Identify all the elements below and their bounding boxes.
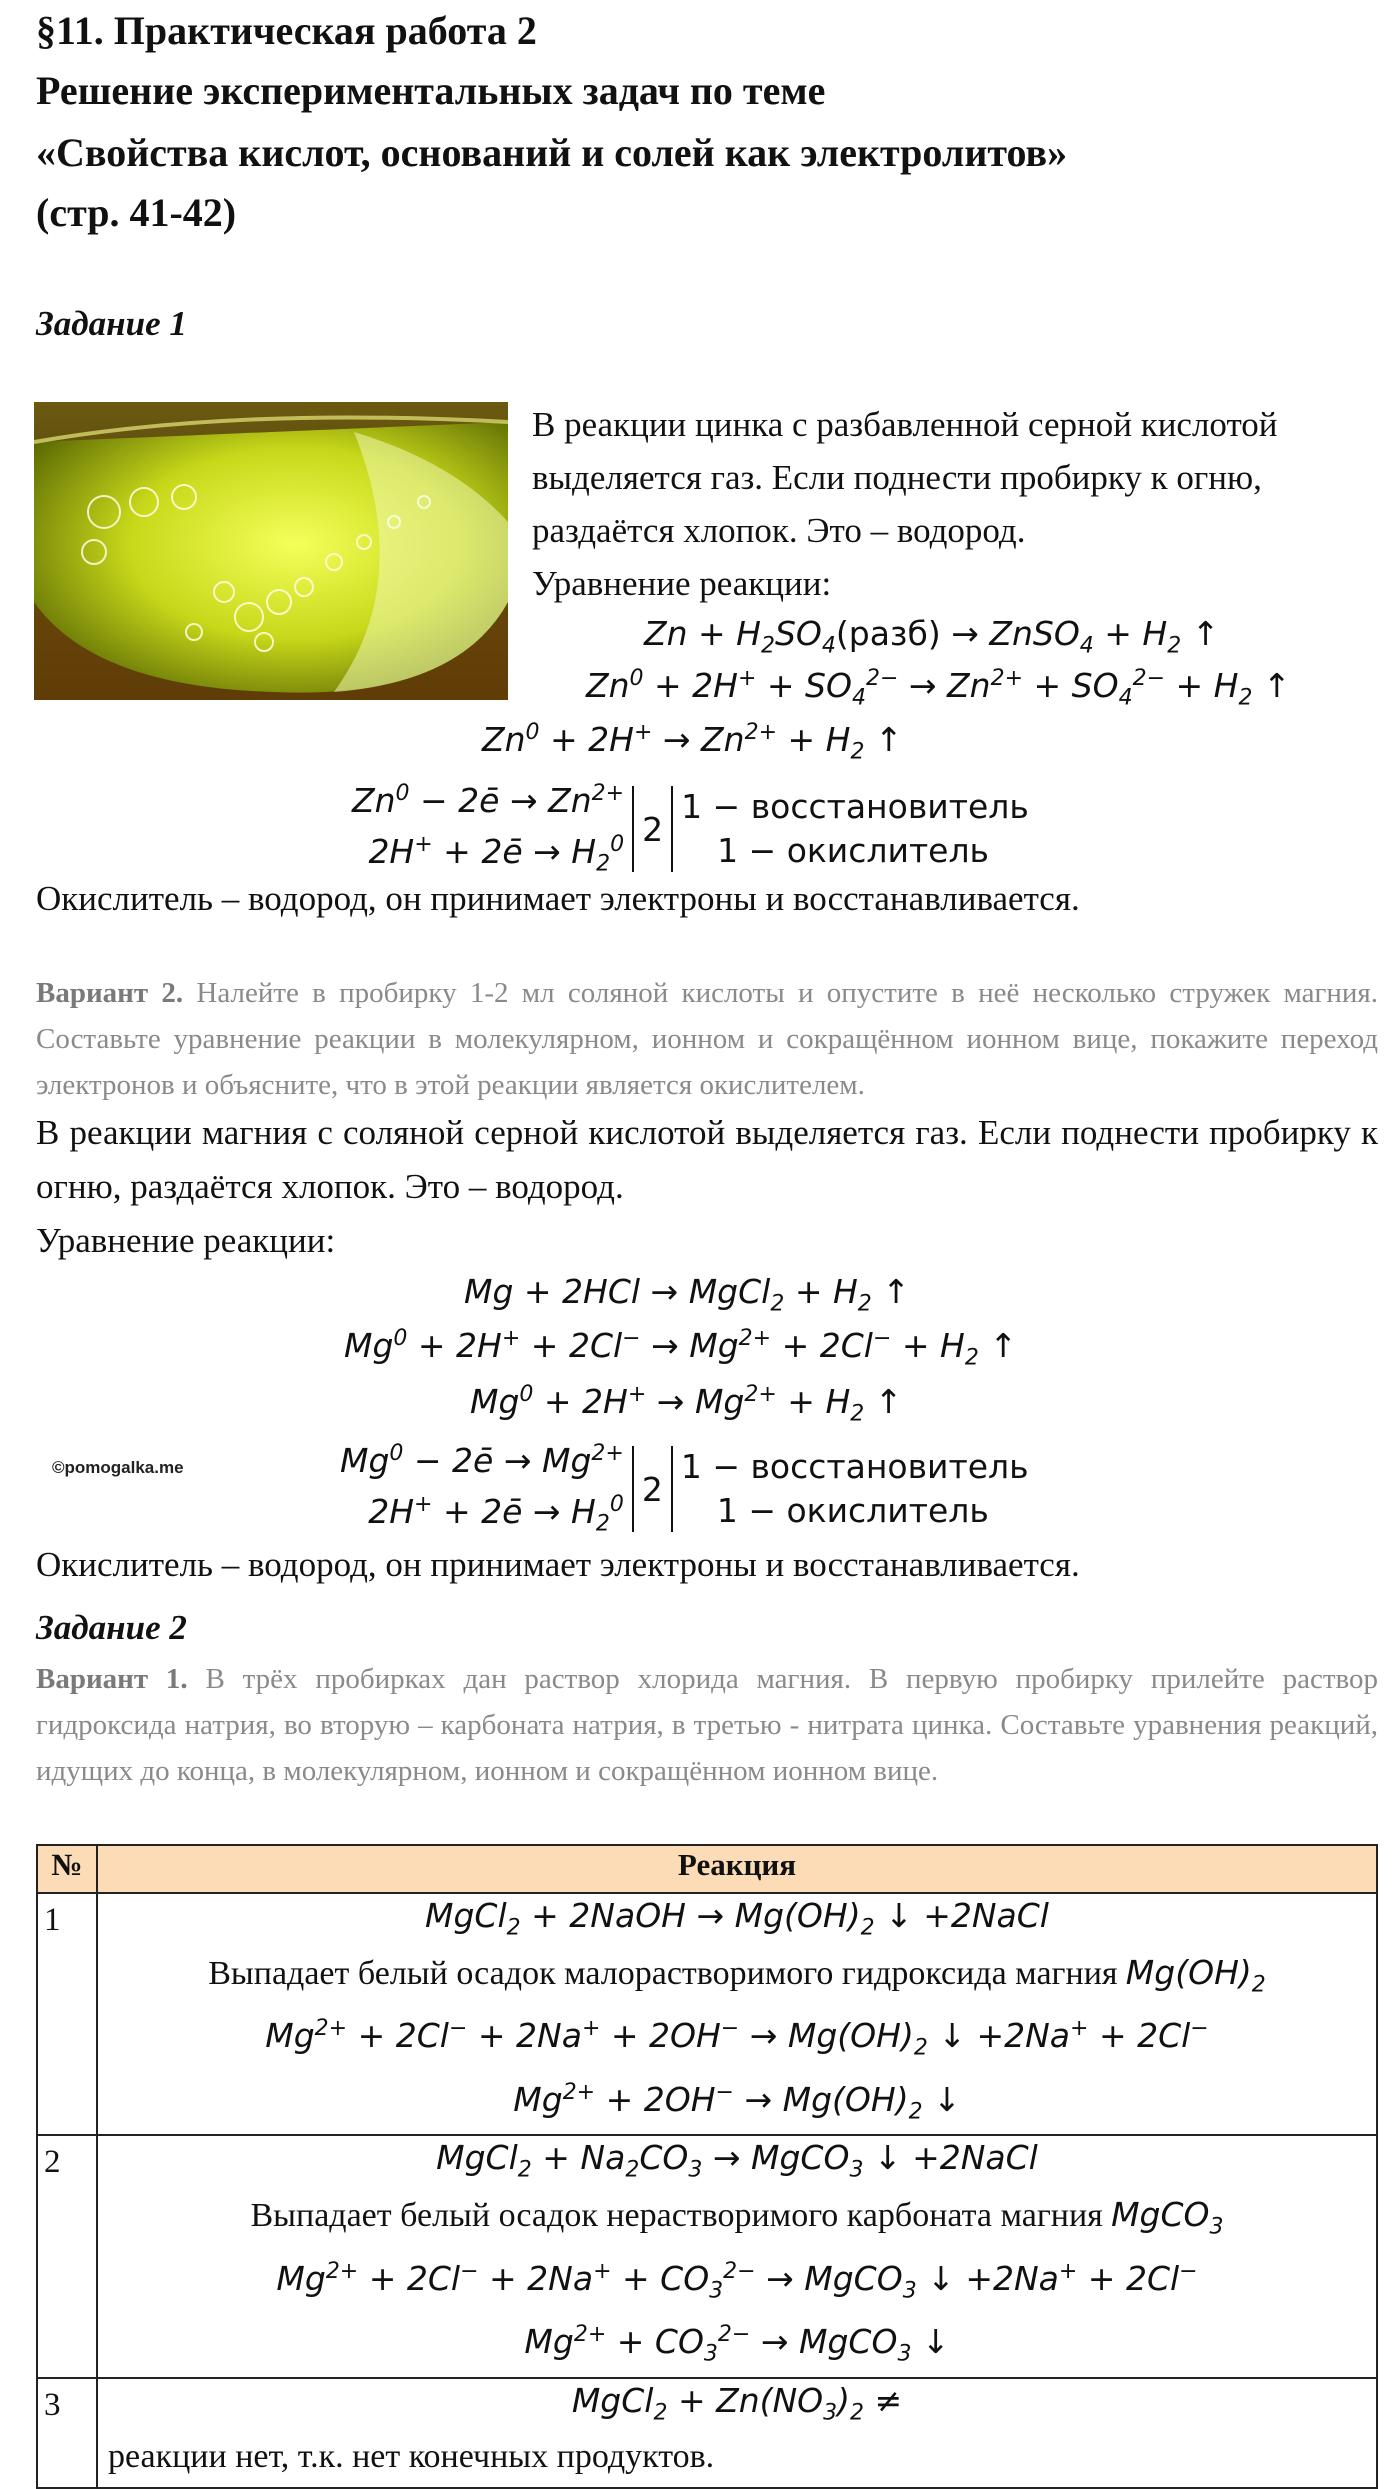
variant2-reducer-label: 1 − восстановитель — [680, 1447, 1029, 1487]
page-title-subject: «Свойства кислот, оснований и солей как электролитов» — [36, 130, 1068, 175]
table-header-row — [37, 1845, 1377, 1893]
task1-text-3: раздаётся хлопок. Это – водород. — [532, 511, 1026, 550]
reactions-table — [36, 1844, 1378, 2489]
task1-molecular-equation: $Zn + H_2SO_4(разб)$ → ZnSO$_4$ + $H_2$ ↑ — [644, 614, 1220, 659]
table-row — [37, 1893, 1377, 2135]
row-3-text: реакции нет, т.к. нет конечных продуктов. — [108, 2438, 715, 2476]
variant2-prompt — [36, 970, 1378, 1108]
task2-label: Вариант 1. — [36, 1663, 188, 1695]
task2-heading: Задание 2 — [36, 1608, 187, 1647]
task1-reducer-label: 1 − восстановитель — [681, 787, 1029, 827]
variant2-molecular-equation: Mg + 2HCl → MgCl$_2$ + $H_2$ ↑ — [464, 1272, 910, 1317]
watermark: ©pomogalka.me — [52, 1458, 184, 1477]
task1-oxidizer-label: 1 − окислитель — [717, 831, 990, 871]
page-title-topic: Решение экспериментальных задач по теме — [36, 68, 826, 113]
variant2-short-ionic-equation: $Mg^0 + 2H^+ \to Mg^{2+} + H_2$ ↑ — [470, 1382, 903, 1427]
table-row — [37, 2135, 1377, 2377]
reaction-photo — [34, 402, 508, 700]
column-header-reaction: Реакция — [97, 1845, 1377, 1893]
column-header-number: № — [37, 1845, 97, 1893]
variant2-oxidizer-label: 1 − окислитель — [716, 1491, 989, 1531]
variant2-conclusion: Окислитель – водород, он принимает электроны и восстанавливается. — [36, 1545, 1080, 1584]
row-2-text: Выпадает белый осадок нерастворимого карбоната магния — [250, 2196, 1103, 2234]
task1-text-2: выделяется газ. Если поднести пробирку к огню, — [532, 458, 1262, 497]
table-row — [37, 2378, 1377, 2488]
task1-heading: Задание 1 — [36, 304, 187, 343]
variant2-answer: В реакции магния с соляной серной кислотой выделяется газ. Если поднести пробирку к огню, раздаётся хлопок. Это – водород. — [36, 1113, 1378, 1206]
variant2-electron-balance: $Mg^0$ − 2ē → $Mg^{2+}$ 2H+ + 2ē → $H_2^0$ 2 1 − восстановитель 1 − окислитель — [340, 1441, 1029, 1537]
task1-ionic-equation: $Zn^0 + 2H^+ + SO_4^{2-} \to Zn^{2+} + SO_4^{2-} + H_2$ ↑ — [586, 666, 1291, 711]
row-number: 2 — [37, 2135, 97, 2377]
task2-prompt — [36, 1656, 1378, 1794]
row-reaction: MgCl$_2$ + $Zn(NO_3)_2$ ≠ реакции нет, т.к. нет конечных продуктов. — [97, 2378, 1377, 2488]
task1-text-4: Уравнение реакции: — [532, 564, 832, 603]
variant2-prompt-text: Налейте в пробирку 1-2 мл соляной кислоты и опустите в неё несколько стружек магния. Составьте уравнение реакции в молекулярном, ионном и сокращённом ионном вице, покажите переход электронов и объясните, что в этой реакции является окислителем. — [36, 977, 1378, 1101]
test-tube-photo-icon — [34, 402, 508, 700]
row-number: 1 — [37, 1893, 97, 2135]
row-number: 3 — [37, 2378, 97, 2488]
row-reaction: MgCl$_2$ + 2NaOH → $Mg(OH)_2$ ↓ +2NaCl Выпадает белый осадок малорастворимого гидроксида магния $Mg(OH)_2$ $Mg^{2+} + 2Cl^- + 2Na^+ + 2OH^- \to Mg(OH)_2$ ↓ +2Na+ + 2Cl− $Mg^{2+} + 2OH^- \to Mg(OH)_2$ ↓ — [97, 1893, 1377, 2135]
page-title-pages: (стр. 41-42) — [36, 190, 237, 235]
variant2-equation-intro: Уравнение реакции: — [36, 1221, 336, 1260]
page-title-section: §11. Практическая работа 2 — [36, 8, 537, 53]
task1-short-ionic-equation: $Zn^0 + 2H^+ \to Zn^{2+} + H_2$ ↑ — [482, 720, 903, 765]
task1-text-1: В реакции цинка с разбавленной серной кислотой — [532, 405, 1278, 444]
task1-electron-balance: $Zn^0$ − 2ē → $Zn^{2+}$ 2H+ + 2ē → $H_2^0$ 2 1 − восстановитель 1 − окислитель — [352, 781, 1029, 877]
row-1-text: Выпадает белый осадок малорастворимого гидроксида магния — [208, 1954, 1118, 1992]
row-reaction: MgCl$_2$ + $Na_2CO_3$ → MgCO$_3$ ↓ +2NaCl Выпадает белый осадок нерастворимого карбоната магния MgCO$_3$ $Mg^{2+} + 2Cl^- + 2Na^+ + CO_3^{2-}$ → MgCO$_3$ ↓ +2Na+ + 2Cl− $Mg^{2+} + CO_3^{2-}$ → MgCO$_3$ ↓ — [97, 2135, 1377, 2377]
dilute-label: (разб) — [835, 614, 941, 653]
task2-prompt-text: В трёх пробирках дан раствор хлорида магния. В первую пробирку прилейте раствор гидроксида натрия, во вторую – карбоната натрия, в третью - нитрата цинка. Составьте уравнения реакций, идущих до конца, в молекулярном, ионном и сокращённом ионном вице. — [36, 1663, 1379, 1787]
variant2-ionic-equation: $Mg^0 + 2H^+ + 2Cl^- \to Mg^{2+} + 2Cl^- + H_2$ ↑ — [344, 1326, 1017, 1371]
task1-conclusion: Окислитель – водород, он принимает электроны и восстанавливается. — [36, 879, 1080, 918]
variant2-label: Вариант 2. — [36, 977, 184, 1009]
